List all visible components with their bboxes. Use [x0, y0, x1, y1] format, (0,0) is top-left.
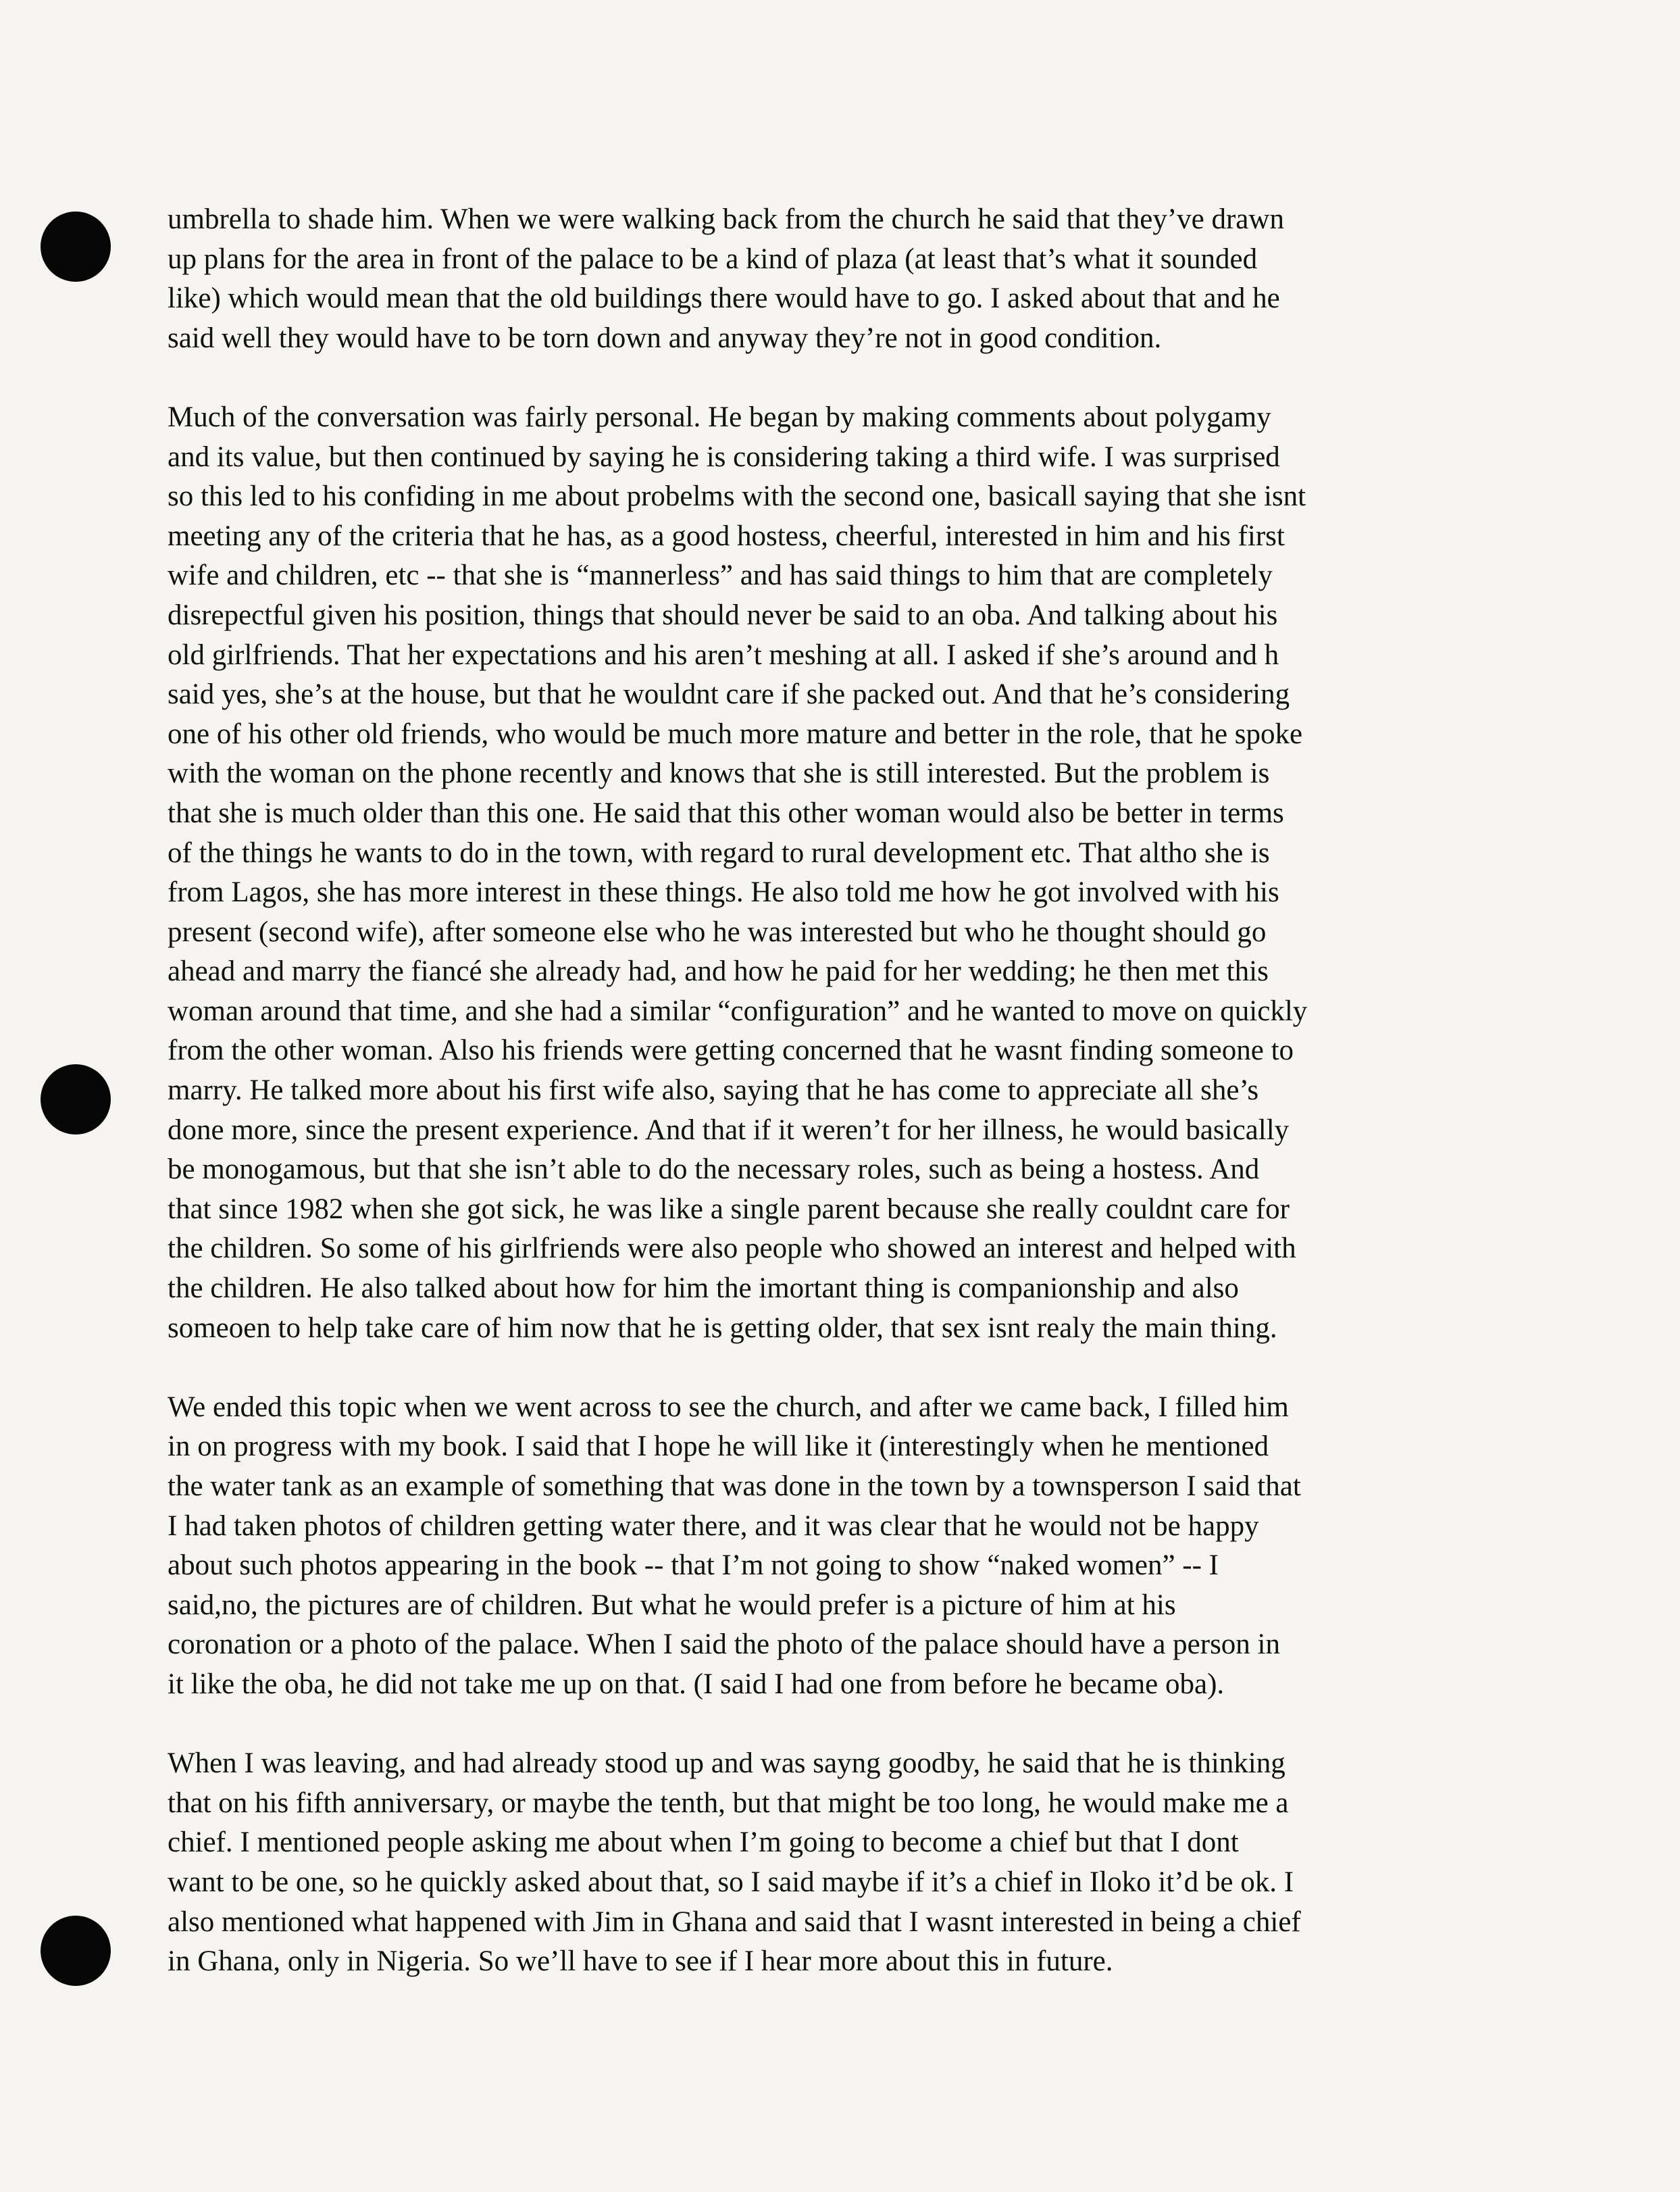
document-body: [168, 200, 1465, 2021]
punch-hole-bottom: [41, 1916, 111, 1986]
punch-hole-top: [41, 211, 111, 282]
punch-hole-middle: [41, 1064, 111, 1135]
paragraph-4: When I was leaving, and had already stood up and was sayng goodby, he said that he is thinking that on his fifth anniversary, or maybe the tenth, but that might be too long, he would make me a chief. I mentioned people asking me about when I’m going to become a chief but that I dont want to be one, so he quickly asked about that, so I said maybe if it’s a chief in Iloko it’d be ok. I also mentioned what happened with Jim in Ghana and said that I wasnt interested in being a chief in Ghana, only in Nigeria. So we’ll have to see if I hear more about this in future.: [168, 1747, 1301, 1978]
paragraph-2: Much of the conversation was fairly personal. He began by making comments about polygamy and its value, but then continued by saying he is considering taking a third wife. I was surprised so this led to his confiding in me about probelms with the second one, basicall saying that she isnt meeting any of the criteria that he has, as a good hostess, cheerful, interested in him and his first wife and children, etc -- that she is “mannerless” and has said things to him that are completely disrepectful given his position, things that should never be said to an oba. And talking about his old girlfriends. That her expectations and his aren’t meshing at all. I asked if she’s around and h said yes, she’s at the house, but that he wouldnt care if she packed out. And that he’s considering one of his other old friends, who would be much more mature and better in the role, that he spoke with the woman on the phone recently and knows that she is still interested. But the problem is that she is much older than this one. He said that this other woman would also be better in terms of the things he wants to do in the town, with regard to rural development etc. That altho she is from Lagos, she has more interest in these things. He also told me how he got involved with his present (second wife), after someone else who he was interested but who he thought should go ahead and marry the fiancé she already had, and how he paid for her wedding; he then met this woman around that time, and she had a similar “configuration” and he wanted to move on quickly from the other woman. Also his friends were getting concerned that he wasnt finding someone to marry. He talked more about his first wife also, saying that he has come to appreciate all she’s done more, since the present experience. And that if it weren’t for her illness, he would basically be monogamous, but that she isn’t able to do the necessary roles, such as being a hostess. And that since 1982 when she got sick, he was like a single parent because she really couldnt care for the children. So some of his girlfriends were also people who showed an interest and helped with the children. He also talked about how for him the imortant thing is companionship and also someoen to help take care of him now that he is getting older, that sex isnt realy the main thing.: [168, 401, 1308, 1344]
paragraph-3: We ended this topic when we went across to see the church, and after we came back, I filled him in on progress with my book. I said that I hope he will like it (interestingly when he mentioned the water tank as an example of something that was done in the town by a townsperson I said that I had taken photos of children getting water there, and it was clear that he would not be happy about such photos appearing in the book -- that I’m not going to show “naked women” -- I said,no, the pictures are of children. But what he would prefer is a picture of him at his coronation or a photo of the palace. When I said the photo of the palace should have a person in it like the oba, he did not take me up on that. (I said I had one from before he became oba).: [168, 1391, 1301, 1700]
paragraph-1: umbrella to shade him. When we were walking back from the church he said that they’ve drawn up plans for the area in front of the palace to be a kind of plaza (at least that’s what it sounded like) which would mean that the old buildings there would have to go. I asked about that and he said well they would have to be torn down and anyway they’re not in good condition.: [168, 203, 1284, 354]
